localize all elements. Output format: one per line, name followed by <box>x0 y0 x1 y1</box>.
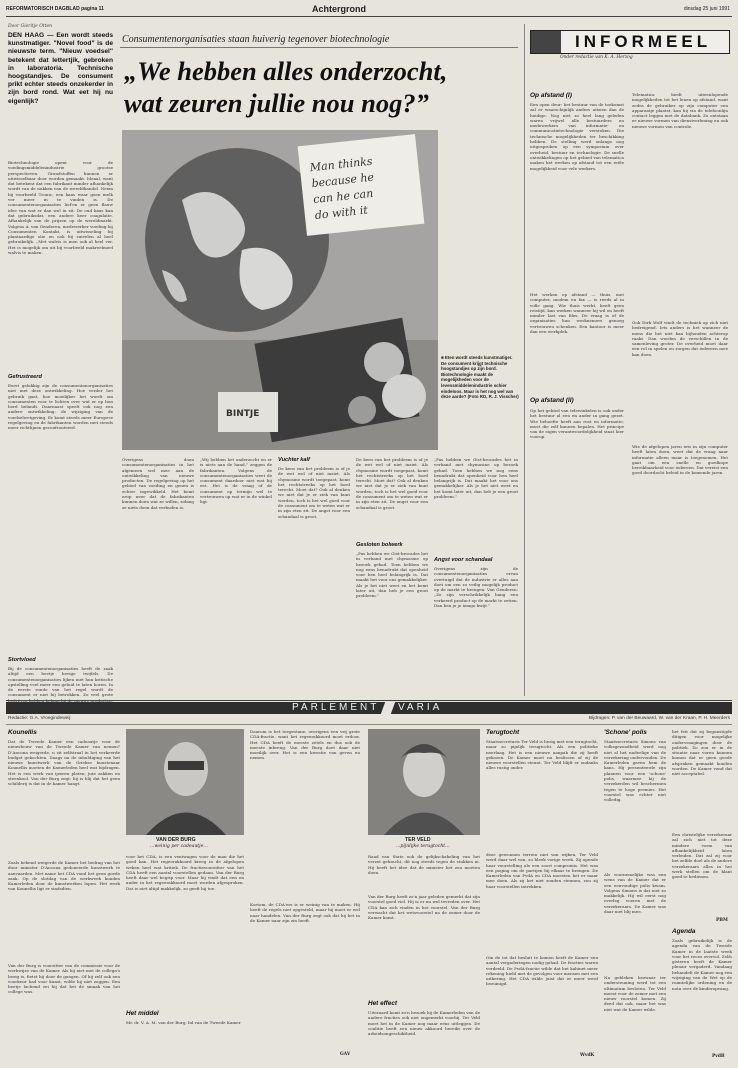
terugtocht-title: Terugtocht <box>486 729 520 736</box>
informeel-subhead-1: Op afstand (I) <box>530 92 572 99</box>
terugtocht-body: Staatssecretaris Ter Veld is bezig met een terugtocht, maar zo pijnlijk terugtocht. Als een politieke neerlaag. Het is een nieuwe aanpak die zij heeft gekozen. De Kamer moet nu beslissen of zij de nieuwe voorstellen steunt. Ter Veld blijft er ondanks alles rustig onder. <box>486 739 598 771</box>
photo-ter-veld <box>368 729 480 835</box>
masthead-left: REFORMATORISCH DAGBLAD pagina 11 <box>6 6 104 12</box>
kouneliis-body-2: Zoals bekend weigerde de Kamer het bedrag van het door minister D'Ancona gedoneerde kunstwerk te aanvaarden. Met name het CDA vond het geen goede zaak. Op de slotdag van de werkweek konden Kamerleden door de kunstwerken lopen. Het werk van Kounellis ligt er sindsdien. <box>8 860 120 892</box>
portrait-1-illustration <box>126 729 244 835</box>
subhead-gesloten-bolwerk: Gesloten bolwerk <box>356 542 403 548</box>
article-body-5: „Wij hebben het onderzocht en er is niets aan de hand,” zeggen de fabrikanten. Volgens de consumentenorganisaties weet de consument daardoor niet wat hij eet. Het is de vraag of de consument op termijn wel te vertrouwen op wat er in de winkel ligt. <box>200 457 272 505</box>
photo2-label: TER VELD <box>405 837 431 843</box>
informeel-body-3: Op het gebied van telewinkelen is ook onder het bestuur al een en ander in gang gezet. Wie behoefte heeft aan rust en informatie, moet die zelf kunnen bepalen. Het principe van de eigen verantwoordelijkheid staat hier voorop. <box>530 408 624 440</box>
col4-body-2: Om de tot dat besluit te komen heeft de Kamer een aantal vergaderingen nodig gehad. De fracties waren verdeeld. De PvdA-fractie wilde dat het kabinet meer rekening hield met de gevolgen voor mensen met een uitkering. Het CDA wilde juist dat er meer werd bezuinigd. <box>486 955 598 987</box>
svg-text:because he: because he <box>310 170 375 191</box>
banner-varia: VARIA <box>398 702 443 713</box>
col4-body: deze gewonnen terrein niet van wijken, Ter Veld werd daar wel van, zo bleek vorige week. Zij opende haar voorstelling als een soort compromis. Het was een poging om de partijen bij elkaar te brengen. De Kamerleden van PvdA en CDA moesten het er maar mee doen. Als zij het niet zouden steunen, zou zij haar voorstellen intrekken. <box>486 852 598 889</box>
signature-wvdk: WvdK <box>580 1053 595 1058</box>
het-effect-title: Het effect <box>368 1000 398 1007</box>
col6-body: het feit dat zij begunstigde ditigen voor mogelijke ondervraagingen door de politiek. Zo zou er in de situatie naar voren kunnen komen dat er geen goede afspraken gemaakt konden worden. De Kamer vond dat niet acceptabel. <box>672 729 732 777</box>
article-body-6: De kern van het probleem is of je de wet wel of niet inziet. Als chymosine wordt toegepast, komt het rechtstreeks op het bord terecht. Moet dat? Ook al denken we niet dat je er ziek van kunt worden, toch is het wel goed voor de consument om te weten wat er in zijn eten zit. De angst voor een schandaal is groot. <box>278 466 350 519</box>
article-kicker: Consumentenorganisaties staan huiverig tegenover biotechnologie <box>122 34 390 45</box>
portrait-2-illustration <box>368 729 480 835</box>
informeel-body-2: Het werken op afstand — thuis, met computer, modem en fax — is reeds al in volle gang. Wie thuis werkt, heeft geen reistijd, kan werken wanneer hij wil en heeft minder last van files. De vraag is of de organisaties hun werknemers genoeg vertrouwen schenken. Een kantoor is meer dan een werkplek. <box>530 292 624 335</box>
col3-body-2: Van der Burg heeft zo'n jaar geleden gemerkt dat zijn voorstel goed viel. Hij is er nu wel tevreden over. Het CDA kan zich vinden in het voorstel. Van der Burg verwacht dat het wetsvoorstel na de zomer door de Kamer komt. <box>368 894 480 921</box>
col3-body: Raad van State ook de gelijkschakeling van het verzet gebracht, dit nog steeds tegen de stukken in. Hij heeft het idee dat de minister het zou moeten doen. <box>368 854 480 875</box>
photo2-caption: ...pijnlijke terugtocht... <box>396 844 450 849</box>
informeel-body-1: Een open deur: het bestuur van de toekomst zal er waarschijnlijk anders uitzien dan de huidige. Nog niet zo heel lang geleden waren vrijwel alle bestuurders en medewerkers van informatie- en communicatietechnologie verstoken. Die technische mogelijkheden ter beschikking hebben. De stelling werd onlangs nog uitgesproken op een symposium over overheid, bestuur en technologie. De snelle ontwikkelingen op het gebied van telematica maken het werken op afstand tot een reële mogelijkheid voor vele werkers. <box>530 102 624 171</box>
svg-text:Man thinks: Man thinks <box>309 154 374 175</box>
photo-illustration <box>122 130 438 450</box>
informeel-body-6: Wie de afgelopen jaren iets in zijn computer heeft laten doen, weet dat de vraag naar informatie alleen maar is toegenomen. Het gaat om een snelle en goedkope bereikbaarheid voor iedereen. Dat vereist een goed doordacht beleid in de komende jaren. <box>632 444 728 476</box>
svg-text:do with it: do with it <box>314 203 369 222</box>
agenda-body: Zoals gebruikelijk is de agenda van de Tweede Kamer in de laatste week voor het reces overvol. Zelfs gisteren heeft de Kamer plenair vergaderd. Vandaag behandelt de Kamer nog een wijziging van de Wet op de ruimtelijke ordening en de nota over de kinderopvang. <box>672 938 732 991</box>
schone-polis-body: Staatssecretaris Simons van volksgezondheid werd nog niet al het nadeelige van de verzekering ondervonden. De Kamerleden gaven hem de kans. Hij presenteerde zijn plannen voor een 'schone' polis, waarmee hij de verzekerden wil beschermen tegen te hoge premies. Het voorstel was echter niet volledig. <box>604 739 666 803</box>
editors-right: Bijdragen: P. van der Beuwaard, W. van der Kraan, P. H. Meerders <box>588 716 730 721</box>
article-body-7-start: De kern van het probleem is of je de wet wel of niet inziet. Als chymosine wordt toegepast, komt het rechtstreeks op het bord terecht. Moet dat? Ook al denken we niet dat je er ziek van kunt worden, toch is het wel goed voor de consument om te weten wat er in zijn eten zit. De angst voor een schandaal is groot. <box>356 457 428 510</box>
photo-caption: ■ Eten wordt steeds kunstmatiger. De consument krijgt technische hoogstandjes op zijn bord. Biotechnologie maakt de mogelijkheden voor de levensmiddelenindustrie schier eindeloos. Maar is het nog wel van deze aarde? (Foto RD, R. J. Visscher) <box>441 355 519 400</box>
photo-label: BINTJE <box>226 409 260 419</box>
headline-line-2: wat zeuren jullie nou nog?” <box>124 88 429 118</box>
signature-pbm: PBM <box>716 918 728 923</box>
section-title: Achtergrond <box>312 4 366 14</box>
agenda-title: Agenda <box>672 928 696 935</box>
kouneliis-body-3: Van der Burg is voorzitter van de commissie voor de werkwijze van de Kamer. Als hij niet met de collega's bezig is, fietst hij door de gangen. Of hij zelf ook een voorkeur had voor kunst, wilde hij niet zeggen. Een beetje lachend zei hij dat het de smaak van het college was. <box>8 963 120 995</box>
informeel-subtitle: Onder redactie van K. A. Herzog <box>560 55 633 60</box>
byline: Door Gieritje Otten <box>8 24 53 29</box>
article-lead: DEN HAAG — Een wordt steeds kunstmatiger. "Novel food" is de nieuwste term. "Nieuw voedsel" betekent dat lettertjik, gebroken in laboratoria. Technische hoogstandjes. De consument prikt echter steeds onzekerder in zijn bord rond. Wat eet hij nu eigenlijk? <box>8 32 113 105</box>
article-body-4: Overigens doen consumentenorganisaties in het algemeen wel mee aan de ontwikkeling van nieuwe producten. De regelgeving op het gebied van voeding en genen is echter ingewikkeld. Het komt erop neer dat de fabrikanten kunnen doen wat ze willen, zolang ze niets doen dat verboden is. <box>122 457 194 510</box>
informeel-banner-block <box>531 31 561 53</box>
informeel-banner <box>530 30 730 54</box>
masthead-date: dinsdag 25 juni 1991 <box>683 6 730 12</box>
headline-line-1: „We hebben alles onderzocht, <box>124 56 448 86</box>
schone-polis-title: 'Schone' polis <box>604 729 647 736</box>
photo1-label: VAN DER BURG <box>156 837 196 843</box>
article-body-3: Bij de consumentenorganisaties heeft de zaak altijd een beetje hevige twijfels. De consumentenorganisaties lijken met hun kritische opstelling veel meer een geluid te laten horen. In de eerste ronde van het regel wordt de consument er niet bij betrokken. Zo veel grote <box>8 666 113 698</box>
banner-parlement: PARLEMENT <box>292 702 380 713</box>
subhead-stortvloed: Stortvloed <box>8 657 36 663</box>
article-body-2: Eerst gelukkig zijn de consumentenorganisaties niet met deze ontwikkeling. Hoe verder het gebruik gaat, hoe moeilijker het wordt om consumenten voor te lichten over wat er op hun bord belandt. Daarnaast speelt ook nog een andere ontwikkeling: de wijziging van de voedselwetgeving. Er komt steeds meer Europese regelgeving en de fabrikanten worden met steeds meer richtlijnen geconfronteerd. <box>8 383 113 431</box>
masthead-rule <box>6 16 732 17</box>
photo1-caption: ...weinig per cadeautje... <box>150 844 208 849</box>
signature-pvdb: PvdB <box>712 1054 725 1059</box>
subhead-vuchter-kalf: Vuchter kalf <box>278 457 310 463</box>
parlement-varia-banner <box>6 702 732 714</box>
photo-van-der-burg <box>126 729 244 835</box>
informeel-body-5: Ook Dirk Wolf vindt de techniek op zich niet bedreigend. Iets anders is het wanneer de mens die het niet kan bijhouden achterop raakt. Dan worden de verschillen in de samenleving groter. De overheid moet daar een rol in spelen en zorgen dat iedereen mee kan doen. <box>632 320 728 357</box>
article-body-7: „Pas hebben we Gist-brocades het in verband met chymosine op bezoek gehad. Toen hebben we nog eens benadrukt dat openheid voor hen heel belangrijk is. Dat maakt het voor ons gemakkelijker. Als je het niet weet en het komt later uit, dan heb je een groot probleem.” <box>356 551 428 599</box>
het-middel-body: Mr. dr. V. A. M. van der Burg, lid van de Tweede Kamer <box>126 1020 241 1025</box>
article-body-8: Overigens zijn de consumentenorganisaties ervan overtuigd dat de industrie er alles aan doet om een zo veilig mogelijk product op de markt te brengen. Van Genderen: „Ze zijn verschrikkelijk bang een verkeerd product op de markt te zetten. Dan ben je je imago kwijt.” <box>434 566 518 609</box>
het-effect-body: Uiteraard komt zo'n bezoek bij de Kamerleden van de andere fracties ook niet ongemerkt voorbij. Ter Veld moet het in de Kamer nog maar eens uitleggen. De coalitie heeft een nieuw akkoord bereikt over de arbeidsongeschiktheid. <box>368 1010 480 1037</box>
informeel-body-4: Telematica biedt uiteenlopende mogelijkheden tot het lenen op afstand, want zodra de gebruiker op zijn computer een apparaatje plaatst, kan hij via de telefoonlijn contact leggen met de databank. Zo ontstaan er nieuwe vormen van dienstverlening en ook nieuwe vormen van controle. <box>632 92 728 129</box>
article-body-1: Biotechnologie opent voor de voedingsmiddelenindustrie grootse perspectieven. Grondstoffen kunnen er uitwisselbaar door worden gemaakt. Ideaal, want dat betekent dat een fabrikant minder afhankelijk wordt van de nukken van de wereldhandel. Neem bij voorbeeld Tronic, een kaas waar geen melk ver meer in te vinden is. De consumentenorganisaties lief'en er geen flauw idee van wat er dan wel in zit. De oud kaas kan dat gebruiksdat, een andere keer coagulatie. Afhankelijk van de prijzen op de wereldmarkt. Volgens A. van Genderen, medewerker voeding bij Consumenten Kontakt, is uitwisseling bij plantaardige olie en ook bij zuivelen al heel gebruikelijk. „Met walvis is men ook al heel ver. Het is mogelijk om uit bij voorbeeld makreelmeel walvis te maken. <box>8 160 113 256</box>
schone-polis-body-2: Als voornemelijke was een wens van de Kamer dat er een eenvoudige polis kwam. Volgens Simons is dat niet zo makkelijk. Hij wil eerst nog overleg voeren met de verzekeraars. De Kamer was daar niet blij mee. <box>604 872 666 915</box>
article-body-8-start: „Pas hebben we Gist-brocades het in verband met chymosine op bezoek gehad. Toen hebben we nog eens benadrukt dat openheid voor hen heel belangrijk is. Dat maakt het voor ons gemakkelijker. Als je het niet weet en het komt later uit, dan heb je een groot probleem.” <box>434 457 518 500</box>
editors-left: Redactie: G.A. Vroegindeweij <box>8 716 71 721</box>
signature-gav: GAV <box>340 1052 351 1057</box>
main-photo <box>122 130 438 450</box>
kouneliis-title: Kounellis <box>8 729 37 736</box>
banner-divider <box>381 702 395 714</box>
informeel-title: INFORMEEL <box>575 32 712 51</box>
het-middel-title: Het middel <box>126 1010 159 1017</box>
kouneliis-body: Dat de Tweede Kamer een cadeautje voor de nieuwbouw van de Tweede Kamer van nemen? D'Ancona weigerde, u zit zelfstraal in het verkeerde budget gekochten. Daags na de inhuldiging van het nieuwe kunstwerk van de Griekse kunstenaar Kounellis moeten de Kamerleden heel wat bijdragen. Het is een werk van ijzeren platen, jute zakken en steenkool. Van der Burg zegt: hij is blij dat het geen schilderij is dat in de kamer hangt. <box>8 739 120 787</box>
informeel-subhead-2: Op afstand (II) <box>530 397 574 404</box>
subhead-gefrustreerd: Gefrustreerd <box>8 374 42 380</box>
col2b-body: Daarom is het toegestane, overigens een vrij grote CDA-fractie, want het regeerakkoord moet erdoor. Het CDA heeft de meeste zetels en dus ook de meeste inbreng. Van der Burg doet daar niet moeilijk over. Het is een kwestie van geven en nemen. <box>250 729 360 761</box>
col2c-body: Kortom, de CDA'ers is er weinig van te maken. Hij heeft de regels niet opgesteld, maar hij moet er wel naar handelen. Van der Burg zegt ook dat hij het in de Kamer naar zijn zin heeft. <box>250 902 360 923</box>
svg-text:can he can: can he can <box>312 186 374 207</box>
col2-body: voor het CDA, is een ventwagen voor de man die het goed kan. Het regeerakkoord kreeg in de afgelopen weken heel wat kritiek. De fractievoorzitter van het CDA heeft een aantal voorstellen gedaan. Van der Burg heeft daar wel begrip voor. Maar hij vindt dat een en ander in het regeerakkoord moet worden afgesproken. Dat is niet altijd makkelijk, zo geeft hij toe. <box>126 854 244 891</box>
subhead-angst-voor-schandaal: Angst voor schandaal <box>434 557 493 563</box>
col4-body-3: Na gebleken bezwaar ter ondersteuning werd tot een ultimatum besloten. Ter Veld moest voor de zomer met een nieuw voorstel komen. Zij deed dat ook, maar het was niet wat de Kamer wilde. <box>604 975 666 1012</box>
col6-body-2: Een christelijke verzekeraar zal zich niet tot deze mindere vorm van afhankelijkheid laten verleiden. Dat zal zij voor het zelfde doel als de andere verzekeraars alles in het werk stellen om de klant goed te bedienen. <box>672 832 732 880</box>
